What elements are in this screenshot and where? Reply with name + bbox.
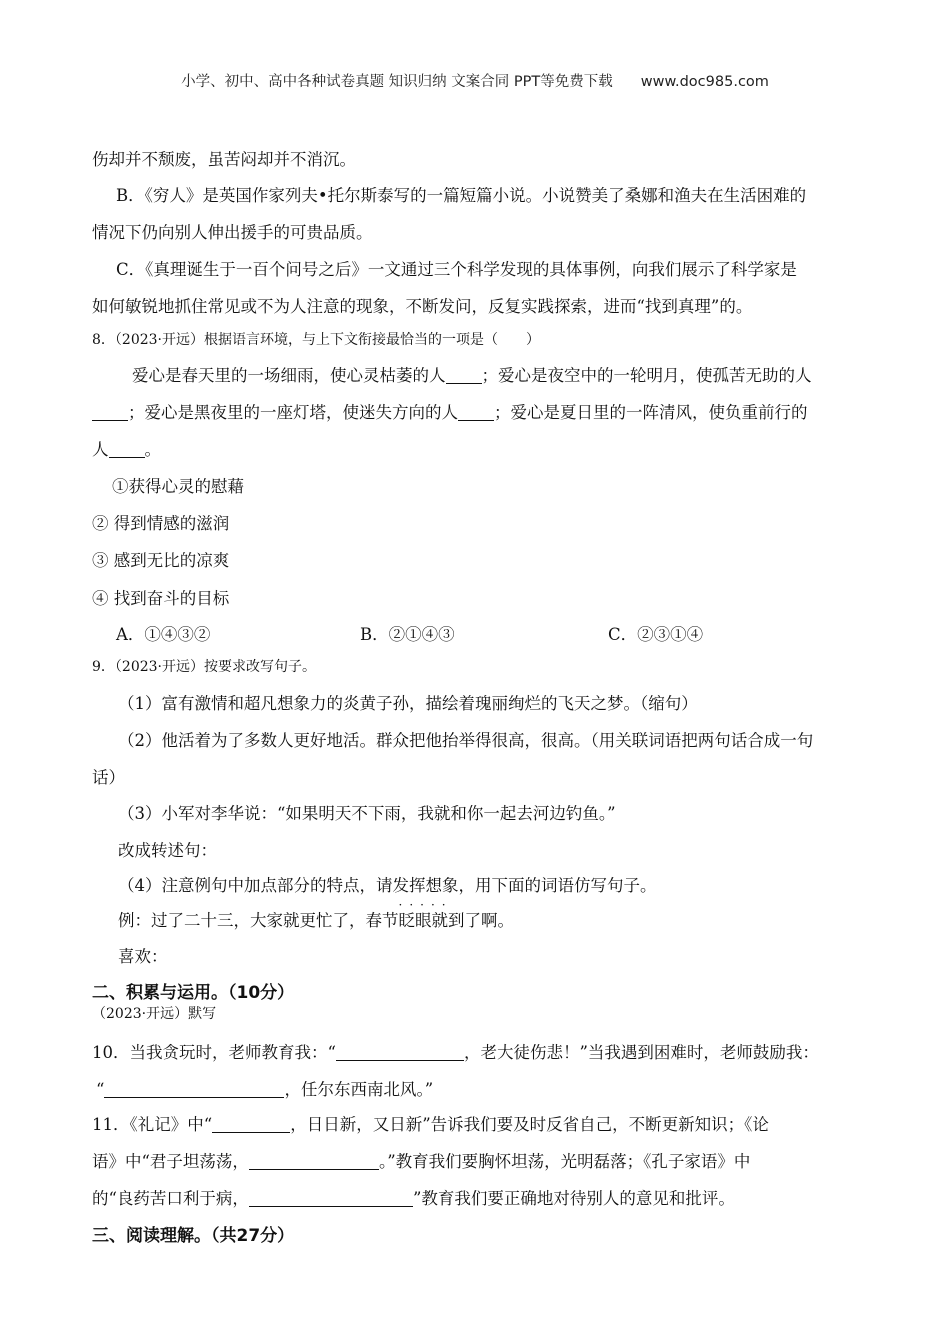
section-3-title: 三、阅读理解。（共27分） xyxy=(92,1226,295,1246)
q9-example-text: 例：过了二十三，大家就更忙了，春节 xyxy=(118,911,399,930)
q8-item-3: ③ 感到无比的凉爽 xyxy=(92,551,230,570)
q8-text: 。 xyxy=(144,440,161,459)
q11-text: ”教育我们要正确地对待别人的意见和批评。 xyxy=(412,1189,735,1208)
q11-line2 xyxy=(92,1148,750,1172)
emphasis-dots: ····· 眨眼就到 xyxy=(398,898,465,930)
q8-passage-line2 xyxy=(92,399,808,423)
q10-blank-1[interactable] xyxy=(336,1044,464,1062)
q11-line3 xyxy=(92,1185,735,1209)
q9-sub1: （1）富有激情和超凡想象力的炎黄子孙，描绘着瑰丽绚烂的飞天之梦。（缩句） xyxy=(118,694,698,713)
q9-sub2-line2: 话） xyxy=(92,768,125,787)
q11-text: 语》中“君子坦荡荡， xyxy=(92,1152,249,1171)
q9-stem: 9．（2023·开远）按要求改写句子。 xyxy=(92,659,316,675)
q8-item-2: ② 得到情感的滋润 xyxy=(92,514,230,533)
q8-option-c[interactable]: C．②③①④ xyxy=(608,625,704,644)
q9-example-text: 了啊。 xyxy=(464,911,514,930)
q9-sub2-line1: （2）他活着为了多数人更好地活。群众把他抬举得很高，很高。（用关联词语把两句话合成一句 xyxy=(118,731,814,750)
q9-sub3-instruction: 改成转述句： xyxy=(118,841,217,860)
q8-blank-4[interactable] xyxy=(109,441,145,459)
q8-blank-2[interactable] xyxy=(92,404,128,422)
q10-line1 xyxy=(92,1039,819,1063)
q7-option-b-line2: 情况下仍向别人伸出援手的可贵品质。 xyxy=(92,223,373,242)
q8-blank-1[interactable] xyxy=(446,367,482,385)
q10-line2 xyxy=(96,1076,433,1100)
q8-text: 人 xyxy=(92,440,109,459)
q9-sub4: （4）注意例句中加点部分的特点，请发挥想象，用下面的词语仿写句子。 xyxy=(118,876,657,895)
page-header xyxy=(0,70,950,91)
q10-blank-2[interactable] xyxy=(104,1081,284,1099)
q8-blank-3[interactable] xyxy=(458,404,494,422)
q11-text: 11．《礼记》中“ xyxy=(92,1115,213,1134)
q11-blank-3[interactable] xyxy=(249,1190,413,1208)
q11-text: 的“良药苦口利于病， xyxy=(92,1189,249,1208)
q7-option-c-line1: C．《真理诞生于一百个问号之后》一文通过三个科学发现的具体事例，向我们展示了科学家是 xyxy=(116,260,797,279)
q8-text: ；爱心是夏日里的一阵清风，使负重前行的 xyxy=(494,403,808,422)
q8-text: ；爱心是夜空中的一轮明月，使孤苦无助的人 xyxy=(481,366,812,385)
section-2-title: 二、积累与运用。（10分） xyxy=(92,983,295,1003)
q7-option-c-line2: 如何敏锐地抓住常见或不为人注意的现象，不断发问，反复实践探索，进而“找到真理”的。 xyxy=(92,297,753,316)
q8-passage-line1 xyxy=(132,362,812,386)
header-text: 小学、初中、高中各种试卷真题 知识归纳 文案合同 PPT等免费下载 xyxy=(181,74,613,90)
q9-sub3: （3）小军对李华说：“如果明天不下雨，我就和你一起去河边钓鱼。” xyxy=(118,804,616,823)
q10-text: ，任尔东西南北风。” xyxy=(284,1080,434,1099)
q8-option-a[interactable]: A．①④③② xyxy=(116,625,211,644)
q8-stem: 8．（2023·开远）根据语言环境，与上下文衔接最恰当的一项是（ ） xyxy=(92,332,540,348)
q9-example xyxy=(118,898,514,931)
q11-text: 。”教育我们要胸怀坦荡，光明磊落；《孔子家语》中 xyxy=(378,1152,751,1171)
q10-text: 10．当我贪玩时，老师教育我：“ xyxy=(92,1043,336,1062)
q9-sub4-answer-label: 喜欢： xyxy=(118,947,168,966)
q11-blank-2[interactable] xyxy=(249,1153,379,1171)
section-2-note: （2023·开远）默写 xyxy=(92,1006,217,1022)
q8-text: ；爱心是黑夜里的一座灯塔，使迷失方向的人 xyxy=(128,403,458,422)
q8-item-1: ①获得心灵的慰藉 xyxy=(112,477,244,496)
q11-text: ，日日新，又日新”告诉我们要及时反省自己，不断更新知识；《论 xyxy=(290,1115,769,1134)
q8-passage-line3 xyxy=(92,436,161,460)
q11-blank-1[interactable] xyxy=(212,1116,290,1134)
q11-line1 xyxy=(92,1111,769,1135)
q8-item-4: ④ 找到奋斗的目标 xyxy=(92,589,230,608)
q9-example-emphasis: 眨眼就到 xyxy=(398,911,465,930)
q8-text: 爱心是春天里的一场细雨，使心灵枯萎的人 xyxy=(132,366,446,385)
q10-text: “ xyxy=(96,1080,105,1099)
q7-continuation: 伤却并不颓废，虽苦闷却并不消沉。 xyxy=(92,150,356,169)
q10-text: ，老大徒伤悲！”当我遇到困难时，老师鼓励我： xyxy=(463,1043,819,1062)
header-url[interactable]: www.doc985.com xyxy=(640,74,769,90)
q7-option-b-line1: B．《穷人》是英国作家列夫•托尔斯泰写的一篇短篇小说。小说赞美了桑娜和渔夫在生活困难的 xyxy=(116,186,807,205)
q8-option-b[interactable]: B．②①④③ xyxy=(360,625,455,644)
